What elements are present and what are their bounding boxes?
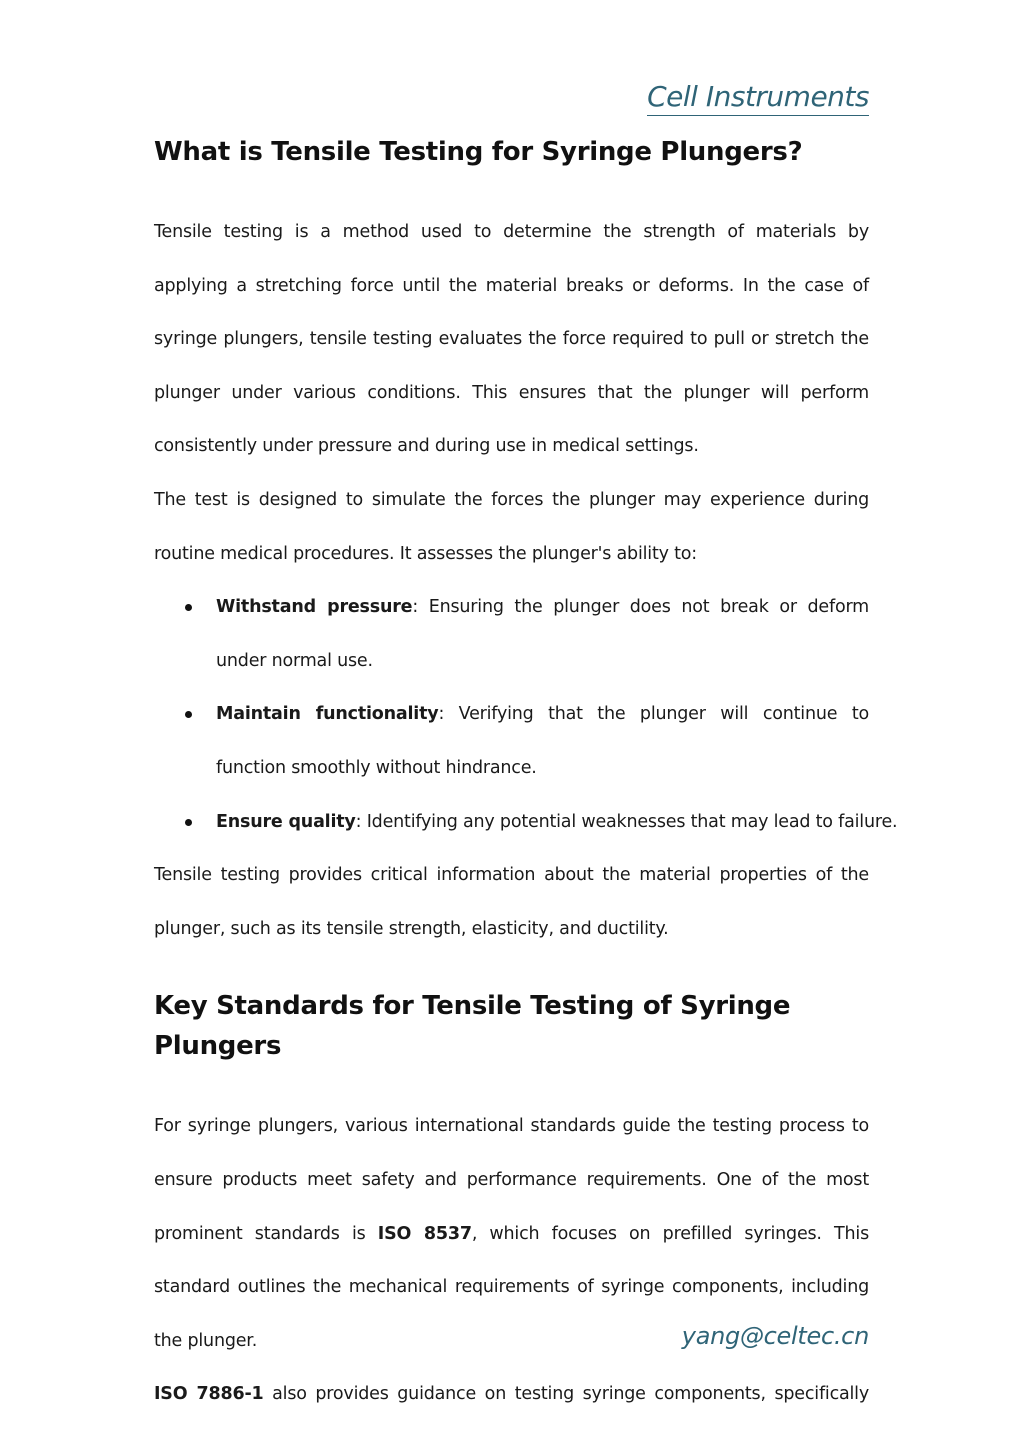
list-item-maintain-functionality	[154, 688, 869, 795]
section-title-what-is-tensile-testing: What is Tensile Testing for Syringe Plungers?	[154, 137, 803, 167]
paragraph-material-properties: Tensile testing provides critical information about the material properties of the plunger, such as its tensile strength, elasticity, and ductility.	[154, 865, 869, 939]
paragraph-test-purpose: The test is designed to simulate the forces the plunger may experience during routine medical procedures. It assesses the plunger's ability to:	[154, 489, 869, 564]
list-item-term: Maintain functionality	[216, 704, 439, 725]
brand-logo-text: Cell Instruments	[647, 80, 869, 116]
standard-iso-8537: ISO 8537	[377, 1223, 472, 1244]
list-item-text: : Identifying any potential weaknesses that may lead to failure.	[355, 811, 898, 832]
section-title-key-standards: Key Standards for Tensile Testing of Syringe Plungers	[154, 991, 791, 1062]
bullet-dot-icon	[185, 604, 192, 611]
document-body	[154, 132, 898, 1422]
list-item-ensure-quality	[154, 796, 898, 850]
standards-text-part-2: , which focuses on prefilled syringes. This standard outlines the mechanical requirements of syringe components, including the plunger.	[154, 1223, 869, 1351]
list-item-text: : Ensuring the plunger does not break or deform under normal use.	[216, 597, 869, 671]
iso-7886-text: also provides guidance on testing syringe components, specifically	[263, 1384, 870, 1405]
list-item-withstand-pressure	[154, 581, 869, 688]
bullet-dot-icon	[185, 819, 192, 826]
list-item-term: Withstand pressure	[216, 597, 413, 618]
paragraph-definition: Tensile testing is a method used to determine the strength of materials by applying a stretching force until the material breaks or deforms. In the case of syringe plungers, tensile testing evaluates the force required to pull or stretch the plunger under various conditions. This ensures that the plunger will perform consistently under pressure and during use in medical settings.	[154, 222, 869, 457]
footer-email-contact: yang@celtec.cn	[681, 1322, 869, 1350]
list-item-text: : Verifying that the plunger will continue to function smoothly without hindrance.	[216, 704, 869, 778]
standard-iso-7886-1: ISO 7886-1	[154, 1384, 264, 1405]
bullet-dot-icon	[185, 711, 192, 718]
list-item-term: Ensure quality	[216, 811, 356, 832]
paragraph-iso-7886	[154, 1368, 869, 1422]
ability-list	[154, 581, 898, 849]
standards-text-part-1: For syringe plungers, various international standards guide the testing process to ensure products meet safety and performance requirements. One of the most prominent standards is	[154, 1116, 869, 1244]
